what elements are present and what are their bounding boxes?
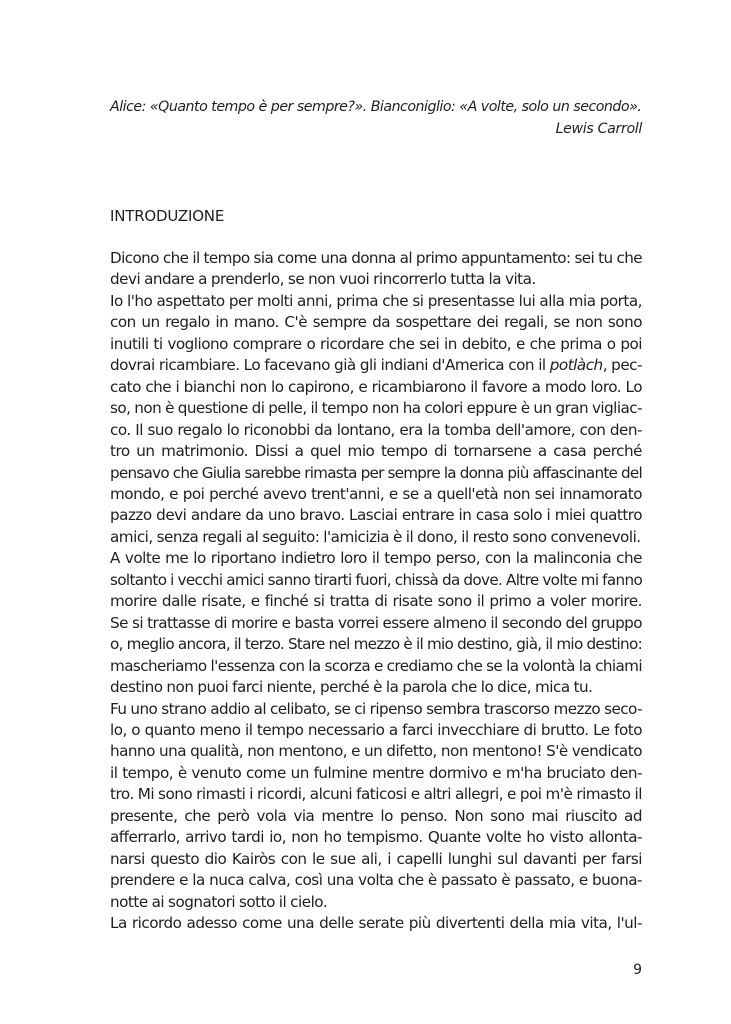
text-line: narsi questo dio Kairòs con le sue ali, i capelli lunghi sul davanti per farsi	[110, 849, 642, 868]
text-line: il tempo, è venuto come un fulmine mentre dormivo e m'ha bruciato den-	[110, 763, 642, 782]
text-line: mondo, e poi perché avevo trent'anni, e se a quell'età non sei innamorato	[110, 484, 642, 503]
text-line: mascheriamo l'essenza con la scorza e crediamo che se la volontà la chiami	[110, 656, 642, 675]
text-line: La ricordo adesso come una delle serate più divertenti della mia vita, l'ul-	[110, 914, 642, 933]
page-number: 9	[633, 962, 642, 978]
text-line: pensavo che Giulia sarebbe rimasta per sempre la donna più affascinante del	[110, 463, 642, 482]
text-line: pazzo devi andare da uno bravo. Lasciai entrare in casa solo i miei quattro	[110, 506, 642, 525]
text-line: Dicono che il tempo sia come una donna al primo appuntamento: sei tu che	[110, 249, 642, 267]
text-line: A volte me lo riportano indietro loro il tempo perso, con la malinconia che	[110, 549, 642, 568]
text-line: notte ai sognatori sotto il cielo.	[110, 892, 328, 911]
text-line: destino non puoi farci niente, perché è la parola che lo dice, mica tu.	[110, 678, 593, 697]
epigraph-author: Lewis Carroll	[555, 121, 642, 137]
italic-term: potlàch	[549, 356, 603, 375]
text-line: presente, che però vola via mentre lo penso. Non sono mai riuscito ad	[110, 806, 642, 825]
text-line: prendere e la nuca calva, così una volta che è passato è passato, e buona-	[110, 871, 642, 890]
body-text	[110, 248, 642, 935]
text-line: tro un matrimonio. Dissi a quel mio tempo di tornarsene a casa perché	[110, 442, 642, 461]
text-line: devi andare a prenderlo, se non vuoi rincorrerlo tutta la vita.	[110, 270, 536, 289]
text-line: so, non è questione di pelle, il tempo non ha colori eppure è un gran vigliac-	[110, 399, 642, 418]
text-line: co. Il suo regalo lo riconobbi da lontano, era la tomba dell'amore, con den-	[110, 420, 642, 439]
text-line: inutili ti vogliono comprare o ricordare che sei in debito, e che prima o poi	[110, 334, 642, 353]
text-line: tro. Mi sono rimasti i ricordi, alcuni faticosi e altri allegri, e poi m'è rimasto il	[110, 785, 642, 804]
text-line: con un regalo in mano. C'è sempre da sospettare dei regali, se non sono	[110, 313, 642, 332]
text-line: cato che i bianchi non lo capirono, e ricambiarono il favore a modo loro. Lo	[110, 377, 642, 396]
text-segment: dovrai ricambiare. Lo facevano già gli indiani d'America con il	[110, 356, 550, 375]
text-line: Fu uno strano addio al celibato, se ci ripenso sembra trascorso mezzo seco-	[110, 699, 642, 718]
text-line: Io l'ho aspettato per molti anni, prima che si presentasse lui alla mia porta,	[110, 291, 642, 310]
text-line: afferrarlo, arrivo tardi io, non ho tempismo. Quante volte ho visto allonta-	[110, 828, 642, 847]
text-line: soltanto i vecchi amici sanno tirarti fuori, chissà da dove. Altre volte mi fanno	[110, 570, 643, 589]
text-line: amici, senza regali al seguito: l'amicizia è il dono, il resto sono convenevoli.	[110, 527, 641, 546]
text-line: morire dalle risate, e finché si tratta di risate sono il primo a voler morire.	[110, 592, 642, 611]
text-line: o, meglio ancora, il terzo. Stare nel mezzo è il mio destino, già, il mio destino:	[110, 635, 642, 654]
text-line: hanno una qualità, non mentono, e un difetto, non mentono! S'è vendicato	[110, 742, 642, 761]
text-line: lo, o quanto meno il tempo necessario a farci invecchiare di brutto. Le foto	[110, 720, 642, 739]
text-segment: , pec-	[602, 356, 642, 375]
text-line-mixed	[110, 355, 642, 376]
epigraph	[110, 96, 642, 140]
chapter-heading: INTRODUZIONE	[110, 207, 225, 225]
epigraph-quote: Alice: «Quanto tempo è per sempre?». Bianconiglio: «A volte, solo un secondo».	[110, 99, 642, 115]
text-line: Se si trattasse di morire e basta vorrei essere almeno il secondo del gruppo	[110, 613, 642, 632]
